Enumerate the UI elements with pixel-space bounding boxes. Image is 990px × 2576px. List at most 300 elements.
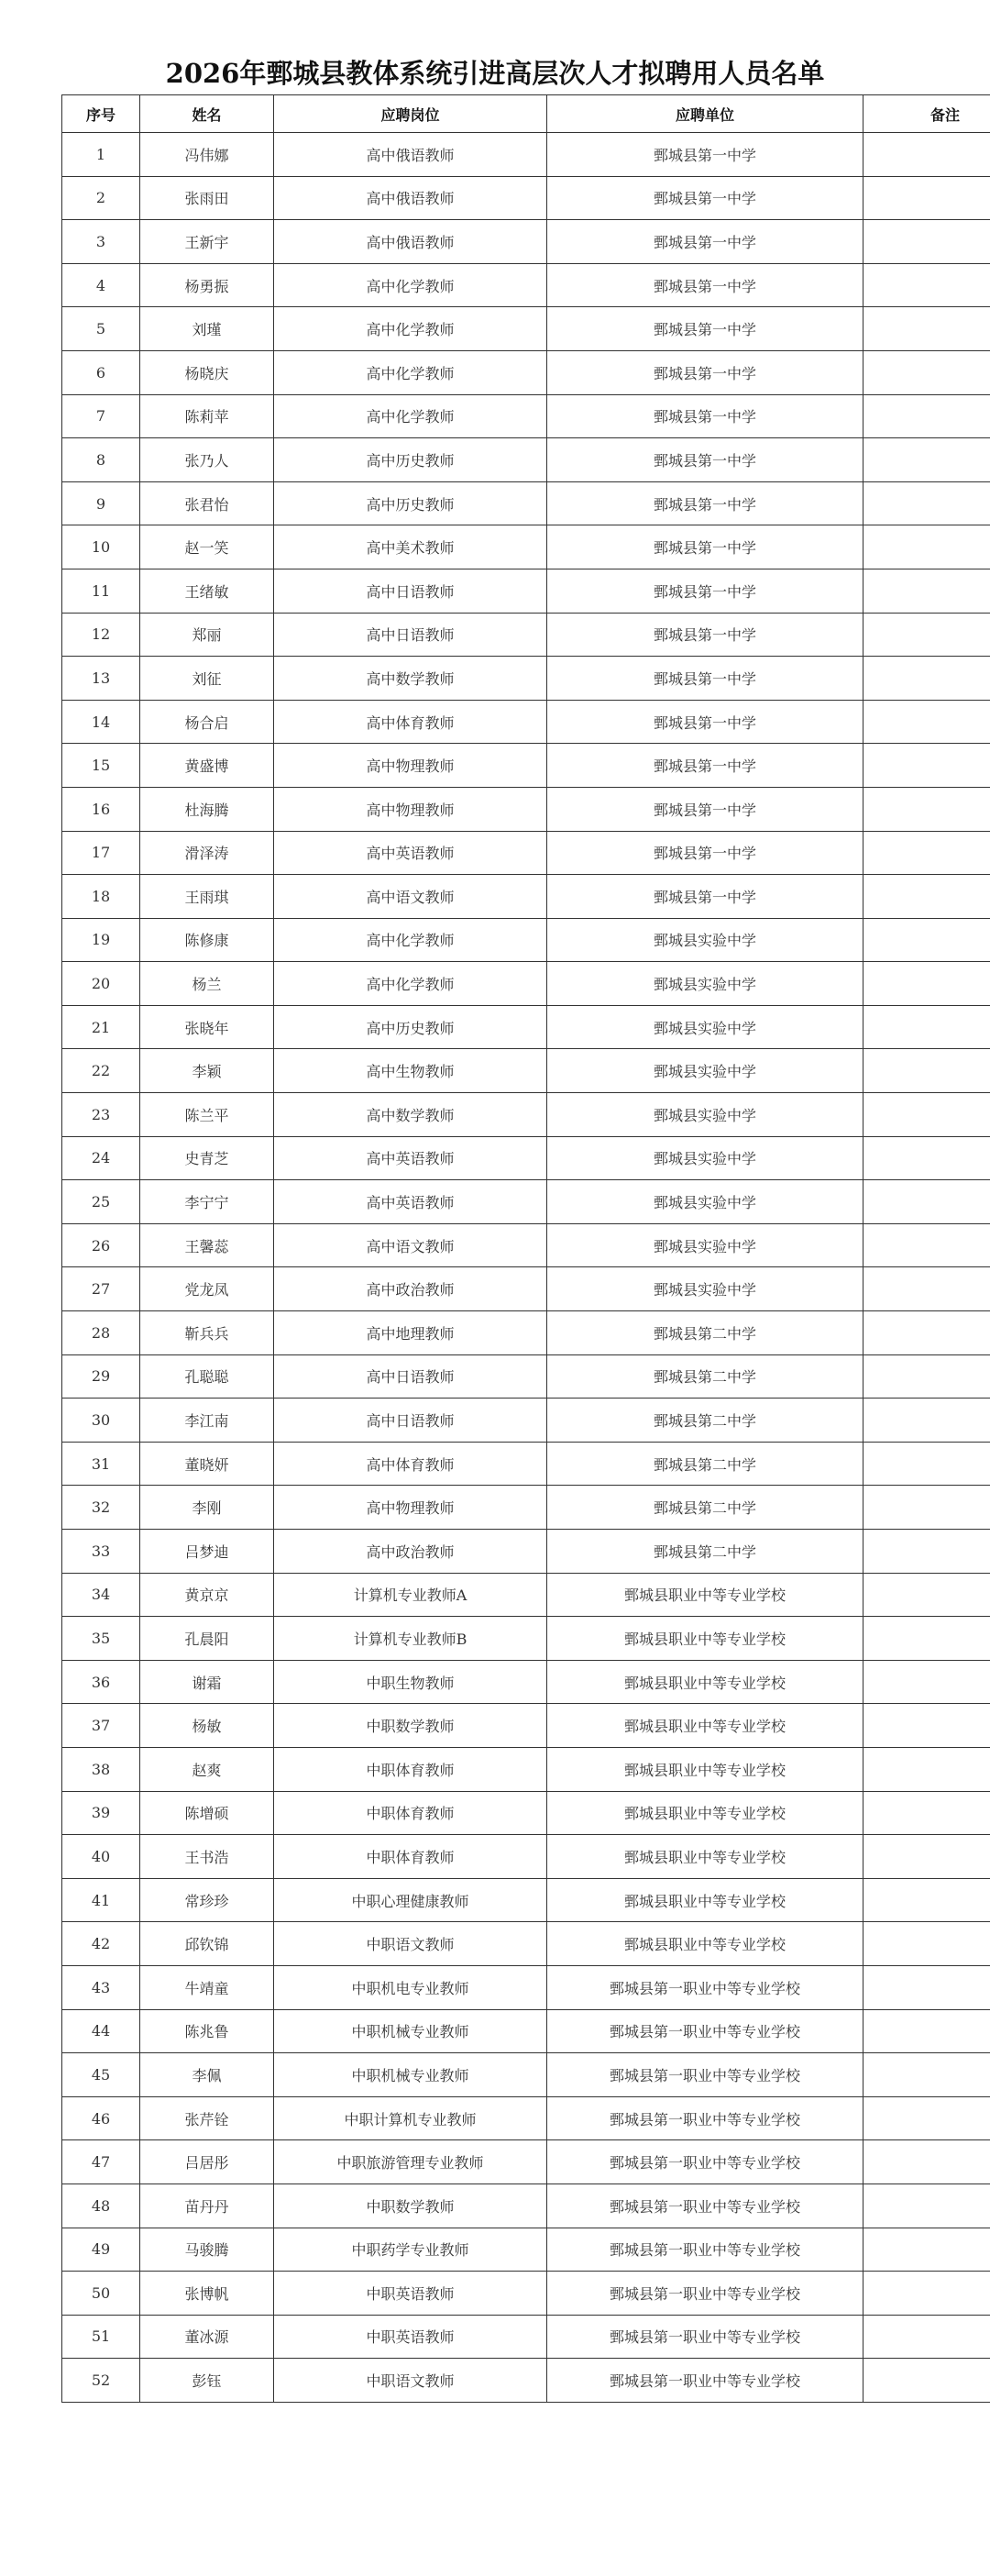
table-row <box>62 1704 990 1748</box>
cell-name: 张乃人 <box>140 438 274 482</box>
cell-position: 高中俄语教师 <box>274 133 547 177</box>
cell-index: 39 <box>62 1791 140 1835</box>
cell-index: 21 <box>62 1005 140 1049</box>
cell-position: 高中英语教师 <box>274 1136 547 1180</box>
cell-name: 冯伟娜 <box>140 133 274 177</box>
cell-position: 高中数学教师 <box>274 657 547 701</box>
cell-name: 常珍珍 <box>140 1878 274 1922</box>
cell-index: 40 <box>62 1835 140 1879</box>
cell-name: 马骏腾 <box>140 2228 274 2272</box>
cell-name: 董冰源 <box>140 2315 274 2359</box>
cell-position: 计算机专业教师A <box>274 1573 547 1617</box>
cell-position: 中职机械专业教师 <box>274 2053 547 2097</box>
table-row <box>62 1180 990 1224</box>
cell-unit: 鄄城县第一职业中等专业学校 <box>547 2228 864 2272</box>
table-row <box>62 481 990 525</box>
cell-name: 王馨蕊 <box>140 1223 274 1267</box>
table-row <box>62 831 990 875</box>
cell-unit: 鄄城县第二中学 <box>547 1311 864 1355</box>
cell-unit: 鄄城县第一中学 <box>547 438 864 482</box>
cell-name: 党龙凤 <box>140 1267 274 1311</box>
cell-index: 1 <box>62 133 140 177</box>
cell-index: 23 <box>62 1093 140 1137</box>
cell-position: 中职数学教师 <box>274 2184 547 2228</box>
cell-position: 高中地理教师 <box>274 1311 547 1355</box>
cell-remarks <box>864 1747 990 1791</box>
cell-position: 高中体育教师 <box>274 700 547 744</box>
cell-index: 49 <box>62 2228 140 2272</box>
table-row <box>62 1747 990 1791</box>
cell-remarks <box>864 2184 990 2228</box>
cell-remarks <box>864 1922 990 1966</box>
table-row <box>62 569 990 613</box>
cell-remarks <box>864 962 990 1006</box>
cell-position: 高中语文教师 <box>274 875 547 919</box>
cell-name: 陈修康 <box>140 918 274 962</box>
cell-unit: 鄄城县第一中学 <box>547 787 864 831</box>
cell-name: 刘征 <box>140 657 274 701</box>
cell-remarks <box>864 525 990 569</box>
cell-position: 高中化学教师 <box>274 962 547 1006</box>
cell-remarks <box>864 1005 990 1049</box>
cell-remarks <box>864 1354 990 1399</box>
cell-position: 高中物理教师 <box>274 1486 547 1530</box>
cell-position: 中职体育教师 <box>274 1835 547 1879</box>
cell-remarks <box>864 1223 990 1267</box>
table-body <box>62 133 990 2403</box>
cell-index: 6 <box>62 350 140 394</box>
table-row <box>62 1136 990 1180</box>
cell-name: 杨兰 <box>140 962 274 1006</box>
cell-index: 52 <box>62 2359 140 2403</box>
cell-index: 11 <box>62 569 140 613</box>
cell-name: 王绪敏 <box>140 569 274 613</box>
cell-position: 高中俄语教师 <box>274 220 547 264</box>
cell-name: 李宁宁 <box>140 1180 274 1224</box>
cell-name: 滑泽涛 <box>140 831 274 875</box>
cell-remarks <box>864 613 990 657</box>
cell-name: 董晓妍 <box>140 1442 274 1486</box>
cell-position: 高中化学教师 <box>274 307 547 351</box>
header-cell-position: 应聘岗位 <box>274 95 547 133</box>
cell-remarks <box>864 394 990 438</box>
cell-name: 杨勇振 <box>140 263 274 307</box>
cell-index: 4 <box>62 263 140 307</box>
cell-name: 张晓年 <box>140 1005 274 1049</box>
cell-remarks <box>864 2359 990 2403</box>
table-row <box>62 2009 990 2053</box>
cell-name: 杨合启 <box>140 700 274 744</box>
cell-unit: 鄄城县第二中学 <box>547 1442 864 1486</box>
cell-index: 26 <box>62 1223 140 1267</box>
cell-position: 中职机械专业教师 <box>274 2009 547 2053</box>
cell-name: 牛靖童 <box>140 1965 274 2009</box>
cell-name: 李佩 <box>140 2053 274 2097</box>
cell-unit: 鄄城县第一职业中等专业学校 <box>547 2359 864 2403</box>
cell-index: 30 <box>62 1399 140 1443</box>
cell-remarks <box>864 744 990 788</box>
cell-name: 王书浩 <box>140 1835 274 1879</box>
cell-unit: 鄄城县职业中等专业学校 <box>547 1747 864 1791</box>
table-row <box>62 1486 990 1530</box>
table-row <box>62 2272 990 2316</box>
cell-position: 中职语文教师 <box>274 2359 547 2403</box>
cell-unit: 鄄城县第一中学 <box>547 613 864 657</box>
table-row <box>62 394 990 438</box>
table-row <box>62 1049 990 1093</box>
cell-index: 32 <box>62 1486 140 1530</box>
table-row <box>62 962 990 1006</box>
cell-index: 44 <box>62 2009 140 2053</box>
cell-remarks <box>864 2009 990 2053</box>
cell-name: 刘瑾 <box>140 307 274 351</box>
cell-remarks <box>864 875 990 919</box>
cell-index: 38 <box>62 1747 140 1791</box>
cell-index: 17 <box>62 831 140 875</box>
cell-index: 8 <box>62 438 140 482</box>
cell-position: 高中历史教师 <box>274 481 547 525</box>
table-row <box>62 787 990 831</box>
cell-remarks <box>864 2140 990 2184</box>
cell-position: 高中英语教师 <box>274 1180 547 1224</box>
cell-index: 14 <box>62 700 140 744</box>
cell-name: 孔晨阳 <box>140 1617 274 1661</box>
cell-name: 靳兵兵 <box>140 1311 274 1355</box>
cell-remarks <box>864 700 990 744</box>
cell-unit: 鄄城县第二中学 <box>547 1399 864 1443</box>
cell-unit: 鄄城县职业中等专业学校 <box>547 1791 864 1835</box>
table-row <box>62 657 990 701</box>
cell-name: 谢霜 <box>140 1660 274 1704</box>
cell-position: 高中俄语教师 <box>274 176 547 220</box>
cell-name: 郑丽 <box>140 613 274 657</box>
cell-unit: 鄄城县第一中学 <box>547 176 864 220</box>
cell-name: 陈兰平 <box>140 1093 274 1137</box>
cell-position: 高中物理教师 <box>274 744 547 788</box>
cell-position: 高中物理教师 <box>274 787 547 831</box>
cell-index: 5 <box>62 307 140 351</box>
cell-unit: 鄄城县第二中学 <box>547 1354 864 1399</box>
table-row <box>62 744 990 788</box>
cell-unit: 鄄城县第一中学 <box>547 394 864 438</box>
cell-unit: 鄄城县实验中学 <box>547 1267 864 1311</box>
table-row <box>62 1660 990 1704</box>
cell-unit: 鄄城县第一职业中等专业学校 <box>547 2184 864 2228</box>
cell-remarks <box>864 1573 990 1617</box>
cell-unit: 鄄城县第二中学 <box>547 1486 864 1530</box>
roster-table <box>61 94 990 2403</box>
table-row <box>62 1791 990 1835</box>
cell-remarks <box>864 1267 990 1311</box>
cell-remarks <box>864 263 990 307</box>
cell-name: 张芹铨 <box>140 2096 274 2140</box>
cell-position: 计算机专业教师B <box>274 1617 547 1661</box>
cell-unit: 鄄城县第一职业中等专业学校 <box>547 2009 864 2053</box>
cell-remarks <box>864 481 990 525</box>
cell-remarks <box>864 133 990 177</box>
cell-unit: 鄄城县职业中等专业学校 <box>547 1573 864 1617</box>
cell-remarks <box>864 1878 990 1922</box>
cell-index: 19 <box>62 918 140 962</box>
cell-remarks <box>864 1835 990 1879</box>
cell-index: 43 <box>62 1965 140 2009</box>
cell-remarks <box>864 1399 990 1443</box>
cell-remarks <box>864 1530 990 1574</box>
table-row <box>62 1922 990 1966</box>
cell-index: 9 <box>62 481 140 525</box>
cell-unit: 鄄城县第一中学 <box>547 831 864 875</box>
table-row <box>62 1878 990 1922</box>
cell-unit: 鄄城县职业中等专业学校 <box>547 1878 864 1922</box>
cell-unit: 鄄城县第一中学 <box>547 700 864 744</box>
cell-unit: 鄄城县第二中学 <box>547 1530 864 1574</box>
cell-position: 高中化学教师 <box>274 394 547 438</box>
cell-remarks <box>864 1791 990 1835</box>
cell-position: 高中日语教师 <box>274 1354 547 1399</box>
cell-unit: 鄄城县职业中等专业学校 <box>547 1922 864 1966</box>
cell-unit: 鄄城县第一中学 <box>547 525 864 569</box>
cell-position: 高中化学教师 <box>274 263 547 307</box>
cell-remarks <box>864 831 990 875</box>
table-row <box>62 1573 990 1617</box>
cell-unit: 鄄城县第一中学 <box>547 263 864 307</box>
cell-unit: 鄄城县实验中学 <box>547 1049 864 1093</box>
cell-unit: 鄄城县实验中学 <box>547 1223 864 1267</box>
cell-position: 高中数学教师 <box>274 1093 547 1137</box>
table-row <box>62 220 990 264</box>
table-row <box>62 2359 990 2403</box>
table-row <box>62 2053 990 2097</box>
cell-name: 陈莉苹 <box>140 394 274 438</box>
table-row <box>62 1617 990 1661</box>
cell-index: 46 <box>62 2096 140 2140</box>
cell-position: 高中体育教师 <box>274 1442 547 1486</box>
cell-position: 中职英语教师 <box>274 2315 547 2359</box>
cell-position: 中职语文教师 <box>274 1922 547 1966</box>
cell-position: 高中生物教师 <box>274 1049 547 1093</box>
cell-remarks <box>864 1311 990 1355</box>
cell-remarks <box>864 1617 990 1661</box>
cell-position: 高中日语教师 <box>274 569 547 613</box>
cell-index: 22 <box>62 1049 140 1093</box>
table-row <box>62 1311 990 1355</box>
cell-unit: 鄄城县第一中学 <box>547 744 864 788</box>
cell-index: 47 <box>62 2140 140 2184</box>
table-header <box>62 95 990 133</box>
cell-unit: 鄄城县第一中学 <box>547 133 864 177</box>
cell-name: 杜海腾 <box>140 787 274 831</box>
cell-unit: 鄄城县第一职业中等专业学校 <box>547 2272 864 2316</box>
cell-unit: 鄄城县第一职业中等专业学校 <box>547 1965 864 2009</box>
table-row <box>62 875 990 919</box>
cell-remarks <box>864 1180 990 1224</box>
cell-position: 高中化学教师 <box>274 918 547 962</box>
cell-name: 李江南 <box>140 1399 274 1443</box>
cell-index: 33 <box>62 1530 140 1574</box>
cell-unit: 鄄城县第一职业中等专业学校 <box>547 2096 864 2140</box>
cell-remarks <box>864 657 990 701</box>
cell-unit: 鄄城县第一中学 <box>547 307 864 351</box>
cell-remarks <box>864 438 990 482</box>
cell-index: 29 <box>62 1354 140 1399</box>
cell-remarks <box>864 2315 990 2359</box>
cell-name: 彭钰 <box>140 2359 274 2403</box>
cell-index: 34 <box>62 1573 140 1617</box>
table-row <box>62 1005 990 1049</box>
document-title: 2026年鄄城县教体系统引进高层次人才拟聘用人员名单 <box>165 58 825 89</box>
cell-position: 高中英语教师 <box>274 831 547 875</box>
cell-position: 中职体育教师 <box>274 1747 547 1791</box>
cell-index: 51 <box>62 2315 140 2359</box>
cell-index: 45 <box>62 2053 140 2097</box>
cell-remarks <box>864 569 990 613</box>
cell-remarks <box>864 307 990 351</box>
cell-remarks <box>864 1093 990 1137</box>
cell-name: 王新宇 <box>140 220 274 264</box>
cell-position: 中职计算机专业教师 <box>274 2096 547 2140</box>
cell-unit: 鄄城县实验中学 <box>547 1093 864 1137</box>
cell-name: 杨敏 <box>140 1704 274 1748</box>
cell-name: 苗丹丹 <box>140 2184 274 2228</box>
cell-index: 12 <box>62 613 140 657</box>
table-row <box>62 2184 990 2228</box>
cell-unit: 鄄城县第一中学 <box>547 875 864 919</box>
table-row <box>62 2096 990 2140</box>
cell-unit: 鄄城县第一职业中等专业学校 <box>547 2140 864 2184</box>
cell-name: 吕居彤 <box>140 2140 274 2184</box>
cell-remarks <box>864 176 990 220</box>
cell-position: 高中语文教师 <box>274 1223 547 1267</box>
cell-unit: 鄄城县实验中学 <box>547 1136 864 1180</box>
cell-remarks <box>864 1660 990 1704</box>
cell-index: 41 <box>62 1878 140 1922</box>
cell-position: 高中化学教师 <box>274 350 547 394</box>
cell-position: 中职心理健康教师 <box>274 1878 547 1922</box>
cell-position: 高中日语教师 <box>274 1399 547 1443</box>
cell-name: 孔聪聪 <box>140 1354 274 1399</box>
cell-name: 李颖 <box>140 1049 274 1093</box>
cell-remarks <box>864 2053 990 2097</box>
cell-name: 李刚 <box>140 1486 274 1530</box>
table-row <box>62 133 990 177</box>
cell-name: 杨晓庆 <box>140 350 274 394</box>
table-row <box>62 525 990 569</box>
table-row <box>62 1267 990 1311</box>
cell-unit: 鄄城县实验中学 <box>547 918 864 962</box>
cell-name: 赵爽 <box>140 1747 274 1791</box>
cell-position: 中职数学教师 <box>274 1704 547 1748</box>
cell-unit: 鄄城县第一职业中等专业学校 <box>547 2315 864 2359</box>
cell-name: 史青芝 <box>140 1136 274 1180</box>
cell-unit: 鄄城县第一中学 <box>547 220 864 264</box>
cell-name: 张雨田 <box>140 176 274 220</box>
table-row <box>62 613 990 657</box>
cell-index: 25 <box>62 1180 140 1224</box>
cell-position: 中职旅游管理专业教师 <box>274 2140 547 2184</box>
cell-index: 2 <box>62 176 140 220</box>
header-row <box>62 95 990 133</box>
cell-name: 吕梦迪 <box>140 1530 274 1574</box>
cell-index: 27 <box>62 1267 140 1311</box>
cell-name: 张博帆 <box>140 2272 274 2316</box>
cell-remarks <box>864 2228 990 2272</box>
cell-index: 28 <box>62 1311 140 1355</box>
cell-name: 陈兆鲁 <box>140 2009 274 2053</box>
table-row <box>62 307 990 351</box>
cell-unit: 鄄城县实验中学 <box>547 1180 864 1224</box>
table-row <box>62 438 990 482</box>
cell-position: 高中历史教师 <box>274 438 547 482</box>
cell-position: 高中美术教师 <box>274 525 547 569</box>
cell-position: 中职体育教师 <box>274 1791 547 1835</box>
table-row <box>62 1093 990 1137</box>
cell-index: 42 <box>62 1922 140 1966</box>
table-row <box>62 176 990 220</box>
cell-position: 中职药学专业教师 <box>274 2228 547 2272</box>
cell-index: 36 <box>62 1660 140 1704</box>
cell-index: 50 <box>62 2272 140 2316</box>
table-row <box>62 2140 990 2184</box>
table-row <box>62 1835 990 1879</box>
cell-unit: 鄄城县职业中等专业学校 <box>547 1835 864 1879</box>
cell-name: 张君怡 <box>140 481 274 525</box>
cell-position: 中职英语教师 <box>274 2272 547 2316</box>
table-row <box>62 2228 990 2272</box>
header-cell-index: 序号 <box>62 95 140 133</box>
cell-remarks <box>864 2272 990 2316</box>
cell-index: 20 <box>62 962 140 1006</box>
cell-remarks <box>864 1049 990 1093</box>
table-row <box>62 1530 990 1574</box>
cell-unit: 鄄城县职业中等专业学校 <box>547 1704 864 1748</box>
cell-remarks <box>864 1136 990 1180</box>
cell-name: 赵一笑 <box>140 525 274 569</box>
table-row <box>62 1354 990 1399</box>
cell-position: 高中政治教师 <box>274 1530 547 1574</box>
cell-position: 中职机电专业教师 <box>274 1965 547 2009</box>
header-cell-unit: 应聘单位 <box>547 95 864 133</box>
table-row <box>62 1399 990 1443</box>
cell-position: 中职生物教师 <box>274 1660 547 1704</box>
cell-unit: 鄄城县第一中学 <box>547 657 864 701</box>
cell-index: 3 <box>62 220 140 264</box>
cell-index: 10 <box>62 525 140 569</box>
cell-index: 13 <box>62 657 140 701</box>
cell-name: 黄京京 <box>140 1573 274 1617</box>
cell-unit: 鄄城县实验中学 <box>547 1005 864 1049</box>
cell-index: 7 <box>62 394 140 438</box>
cell-remarks <box>864 1442 990 1486</box>
cell-remarks <box>864 2096 990 2140</box>
cell-position: 高中政治教师 <box>274 1267 547 1311</box>
cell-unit: 鄄城县第一中学 <box>547 481 864 525</box>
table-row <box>62 2315 990 2359</box>
cell-unit: 鄄城县实验中学 <box>547 962 864 1006</box>
cell-remarks <box>864 350 990 394</box>
cell-unit: 鄄城县第一中学 <box>547 569 864 613</box>
table-row <box>62 350 990 394</box>
table-row <box>62 1442 990 1486</box>
cell-index: 37 <box>62 1704 140 1748</box>
cell-unit: 鄄城县职业中等专业学校 <box>547 1660 864 1704</box>
cell-name: 王雨琪 <box>140 875 274 919</box>
table-row <box>62 263 990 307</box>
table-row <box>62 700 990 744</box>
cell-index: 24 <box>62 1136 140 1180</box>
header-cell-remarks: 备注 <box>864 95 990 133</box>
cell-position: 高中历史教师 <box>274 1005 547 1049</box>
cell-remarks <box>864 1704 990 1748</box>
